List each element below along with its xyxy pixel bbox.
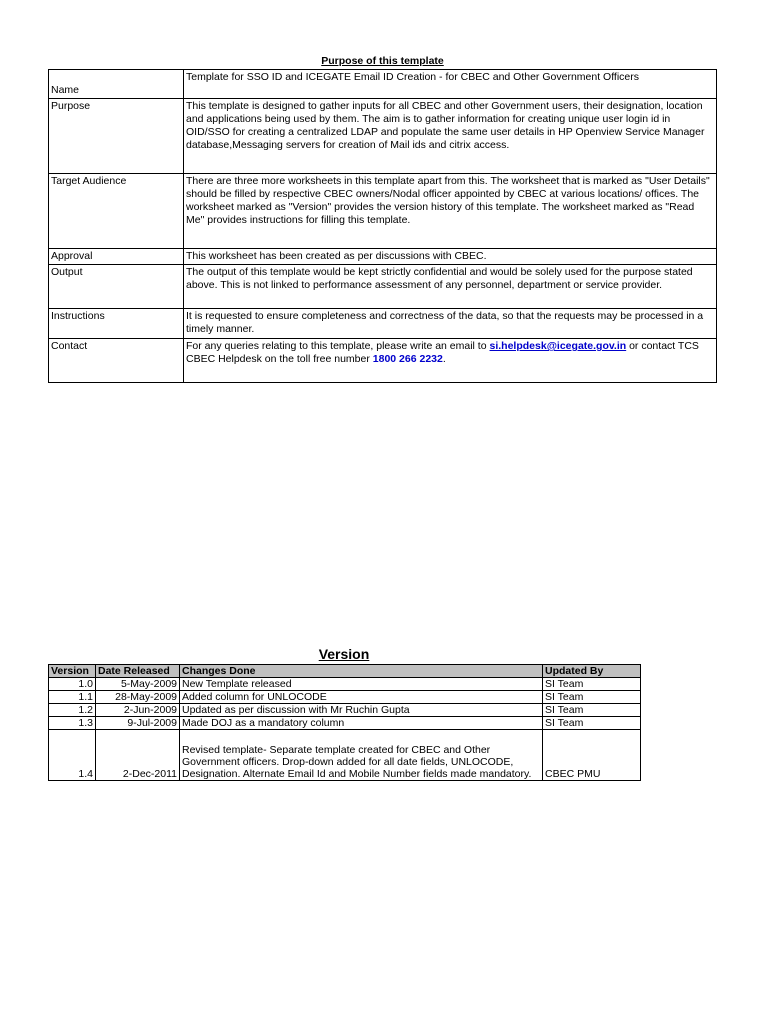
cell-changes: New Template released <box>180 678 543 691</box>
row-text: There are three more worksheets in this template apart from this. The worksheet that is marked as "User Details" should be filled by respective CBEC owners/Nodal officer appointed by CBEC at various locations/ offices. The worksheet marked as "Version" provides the version history of this template. The worksheet marked as "Read Me" provides instructions for filling this template. <box>184 174 717 249</box>
header-version: Version <box>49 665 96 678</box>
row-text: The output of this template would be kept strictly confidential and would be solely used for the purpose stated above. This is not linked to performance assessment of any personnel, department or service provider. <box>184 265 717 309</box>
cell-version: 1.1 <box>49 691 96 704</box>
version-table <box>48 664 641 781</box>
helpdesk-email-link[interactable]: si.helpdesk@icegate.gov.in <box>489 340 627 352</box>
table-row <box>49 704 641 717</box>
row-label: Target Audience <box>49 174 184 249</box>
cell-changes: Added column for UNLOCODE <box>180 691 543 704</box>
row-label: Name <box>49 70 184 99</box>
cell-changes: Updated as per discussion with Mr Ruchin Gupta <box>180 704 543 717</box>
purpose-row-purpose <box>49 99 717 174</box>
table-row <box>49 730 641 781</box>
header-date-released: Date Released <box>96 665 180 678</box>
purpose-row-name <box>49 70 717 99</box>
purpose-row-approval <box>49 249 717 265</box>
cell-updated-by: SI Team <box>543 704 641 717</box>
cell-version: 1.4 <box>49 730 96 781</box>
cell-version: 1.3 <box>49 717 96 730</box>
row-label: Purpose <box>49 99 184 174</box>
helpdesk-phone: 1800 266 2232 <box>372 353 443 365</box>
header-updated-by: Updated By <box>543 665 641 678</box>
purpose-title: Purpose of this template <box>321 55 444 67</box>
cell-updated-by: SI Team <box>543 678 641 691</box>
cell-version: 1.2 <box>49 704 96 717</box>
row-text: This worksheet has been created as per discussions with CBEC. <box>184 249 717 265</box>
purpose-row-contact <box>49 339 717 383</box>
row-text: This template is designed to gather inputs for all CBEC and other Government users, their designation, location and applications being used by them. The aim is to gather information for creating unique user login id in OID/SSO for creating a centralized LDAP and populate the same user details in HP Openview Service Manager database,Messaging servers for creation of Mail ids and citrix access. <box>184 99 717 174</box>
purpose-row-output <box>49 265 717 309</box>
row-label: Output <box>49 265 184 309</box>
cell-version: 1.0 <box>49 678 96 691</box>
table-row <box>49 678 641 691</box>
row-text: Template for SSO ID and ICEGATE Email ID Creation - for CBEC and Other Government Officers <box>184 70 717 99</box>
purpose-table <box>48 69 717 383</box>
cell-updated-by: CBEC PMU <box>543 730 641 781</box>
cell-changes: Revised template- Separate template created for CBEC and Other Government officers. Drop-down added for all date fields, UNLOCODE, Designation. Alternate Email Id and Mobile Number fields made mandatory. <box>180 730 543 781</box>
cell-date: 2-Dec-2011 <box>96 730 180 781</box>
version-header-row <box>49 665 641 678</box>
contact-text-middle: or contact TCS CBEC Helpdesk on the toll free number <box>186 340 699 365</box>
row-label: Instructions <box>49 309 184 339</box>
row-text <box>184 339 717 383</box>
cell-date: 2-Jun-2009 <box>96 704 180 717</box>
version-title: Version <box>318 646 370 662</box>
table-row <box>49 691 641 704</box>
contact-text-after: . <box>442 353 446 365</box>
contact-text-before: For any queries relating to this template, please write an email to <box>186 340 490 352</box>
row-text: It is requested to ensure completeness and correctness of the data, so that the requests may be processed in a timely manner. <box>184 309 717 339</box>
cell-date: 28-May-2009 <box>96 691 180 704</box>
cell-changes: Made DOJ as a mandatory column <box>180 717 543 730</box>
purpose-row-instructions <box>49 309 717 339</box>
row-label: Approval <box>49 249 184 265</box>
cell-date: 5-May-2009 <box>96 678 180 691</box>
row-label: Contact <box>49 339 184 383</box>
header-changes-done: Changes Done <box>180 665 543 678</box>
cell-date: 9-Jul-2009 <box>96 717 180 730</box>
purpose-row-target-audience <box>49 174 717 249</box>
cell-updated-by: SI Team <box>543 717 641 730</box>
table-row <box>49 717 641 730</box>
cell-updated-by: SI Team <box>543 691 641 704</box>
